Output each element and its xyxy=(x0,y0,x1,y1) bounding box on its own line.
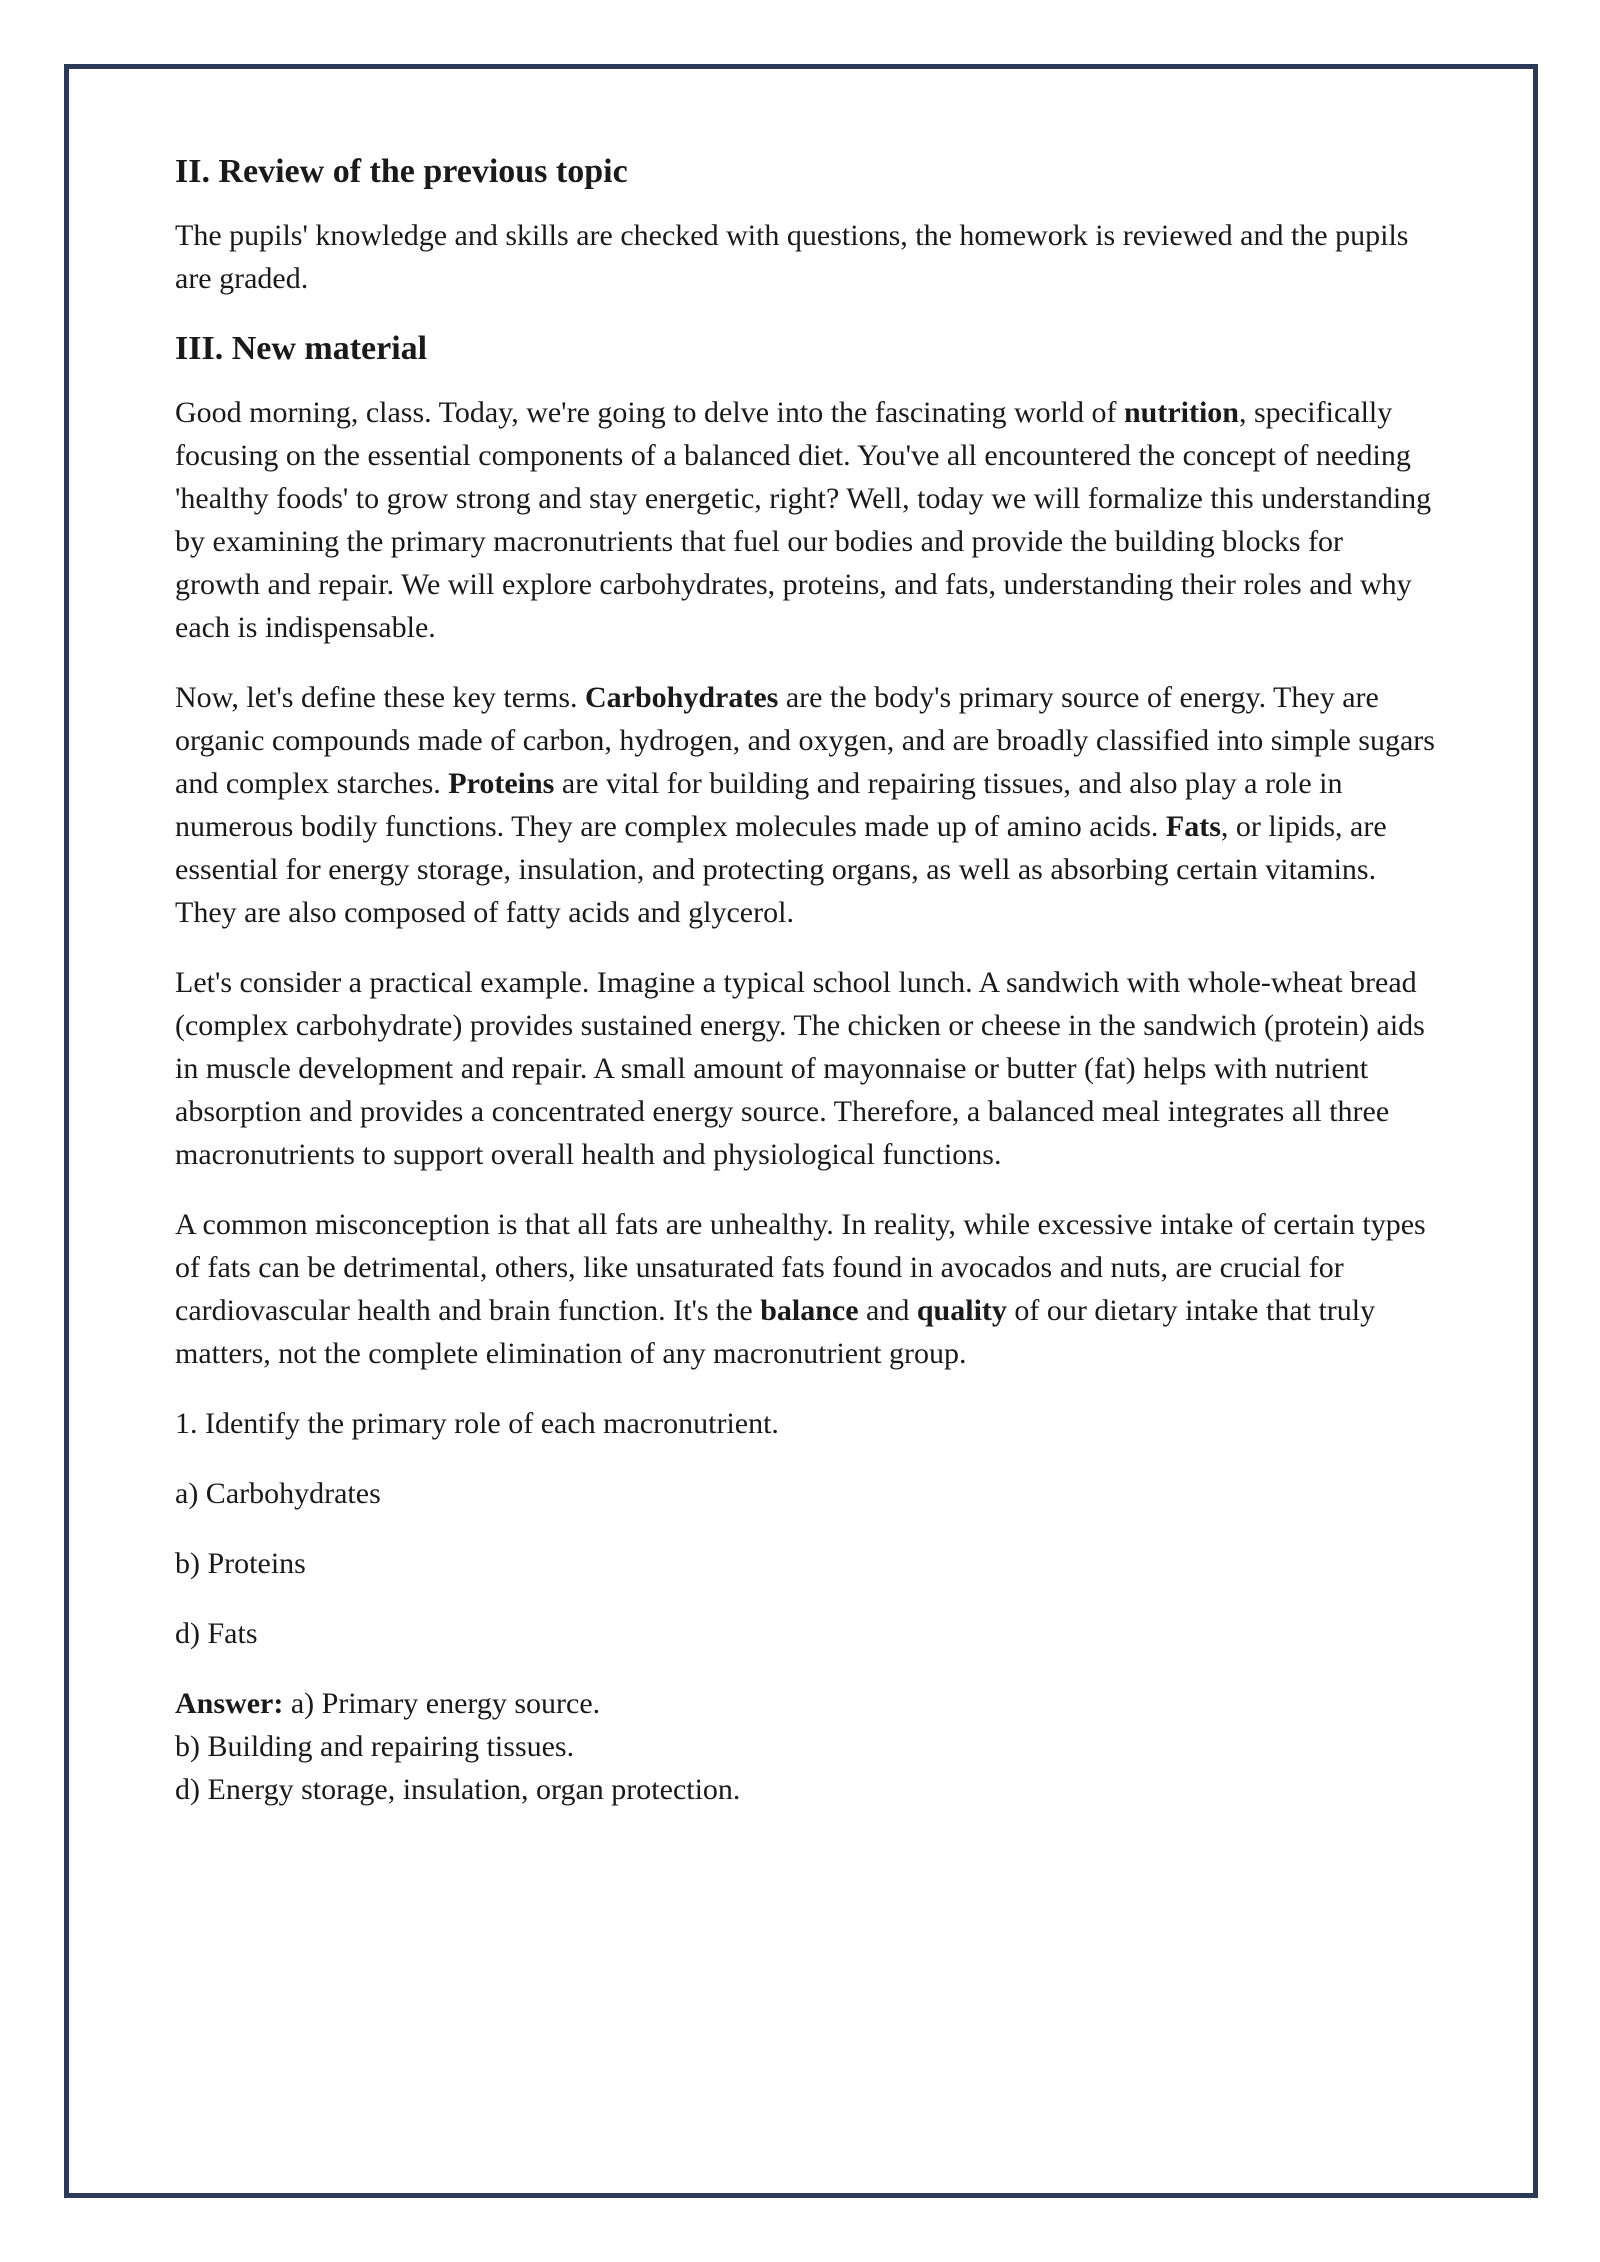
document-body xyxy=(175,150,1435,1811)
option-d: d) Fats xyxy=(175,1617,258,1650)
term-proteins: Proteins xyxy=(448,767,555,800)
answer-block xyxy=(175,1682,1435,1811)
question: 1. Identify the primary role of each macronutrient. xyxy=(175,1407,779,1440)
paragraph-intro: Good morning, class. Today, we're going to delve into the fascinating world of nutrition, specifically focusing on the essential components of a balanced diet. You've all encountered the concept of needing 'healthy foods' to grow strong and stay energetic, right? Well, today we will formalize this understanding by examining the primary macronutrients that fuel our bodies and provide the building blocks for growth and repair. We will explore carbohydrates, proteins, and fats, understanding their roles and why each is indispensable. xyxy=(175,396,1432,644)
paragraph-misconception: A common misconception is that all fats are unhealthy. In reality, while excessive intake of certain types of fats can be detrimental, others, like unsaturated fats found in avocados and nuts, are crucial for cardiovascular health and brain function. It's the balance and quality of our dietary intake that truly matters, not the complete elimination of any macronutrient group. xyxy=(175,1208,1426,1370)
review-paragraph: The pupils' knowledge and skills are checked with questions, the homework is reviewed and the pupils are graded. xyxy=(175,219,1409,295)
answer-line-a: Answer: a) Primary energy source. xyxy=(175,1687,601,1720)
option-a: a) Carbohydrates xyxy=(175,1477,381,1510)
term-quality: quality xyxy=(916,1294,1007,1327)
answer-line-d: d) Energy storage, insulation, organ protection. xyxy=(175,1773,741,1806)
term-carbohydrates: Carbohydrates xyxy=(585,681,779,714)
paragraph-definitions: Now, let's define these key terms. Carbohydrates are the body's primary source of energy. They are organic compounds made of carbon, hydrogen, and oxygen, and are broadly classified into simple sugars and complex starches. Proteins are vital for building and repairing tissues, and also play a role in numerous bodily functions. They are complex molecules made up of amino acids. Fats, or lipids, are essential for energy storage, insulation, and protecting organs, as well as absorbing certain vitamins. They are also composed of fatty acids and glycerol. xyxy=(175,681,1435,929)
option-b: b) Proteins xyxy=(175,1547,306,1580)
answer-line-b: b) Building and repairing tissues. xyxy=(175,1730,575,1763)
paragraph-example: Let's consider a practical example. Imagine a typical school lunch. A sandwich with whole-wheat bread (complex carbohydrate) provides sustained energy. The chicken or cheese in the sandwich (protein) aids in muscle development and repair. A small amount of mayonnaise or butter (fat) helps with nutrient absorption and provides a concentrated energy source. Therefore, a balanced meal integrates all three macronutrients to support overall health and physiological functions. xyxy=(175,966,1425,1171)
answer-label: Answer: xyxy=(175,1687,284,1720)
term-fats: Fats xyxy=(1165,810,1221,843)
term-balance: balance xyxy=(760,1294,859,1327)
section-heading-new-material: III. New material xyxy=(175,330,428,367)
section-heading-review: II. Review of the previous topic xyxy=(175,153,628,190)
term-nutrition: nutrition xyxy=(1123,396,1239,429)
